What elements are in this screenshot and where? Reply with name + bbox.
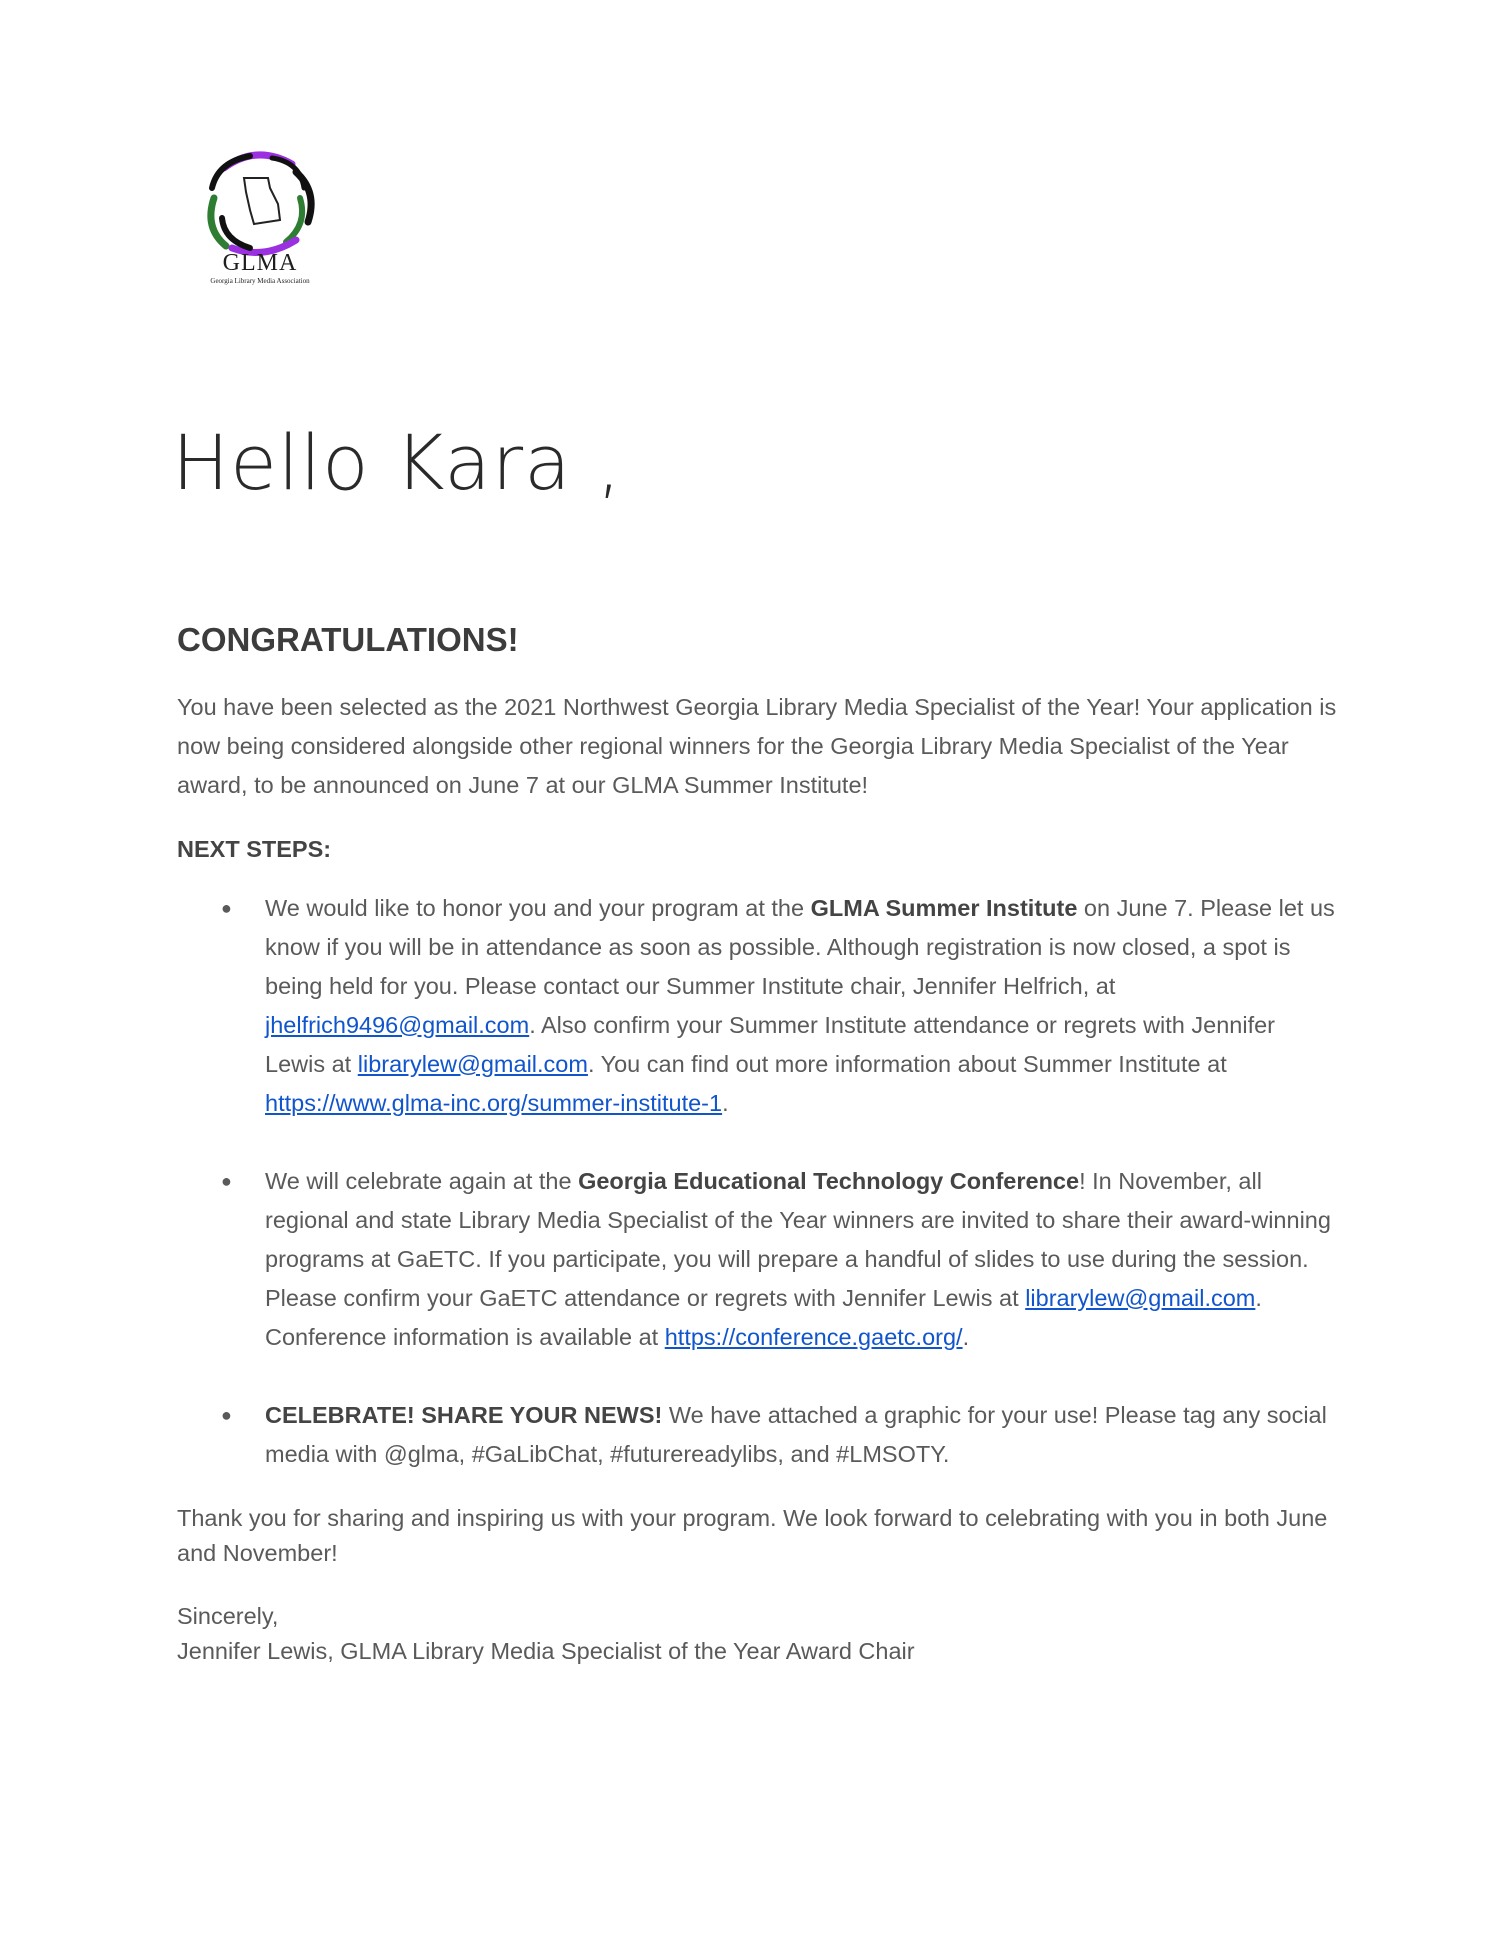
text-span: We would like to honor you and your program at the xyxy=(265,894,811,921)
text-span: . Also confirm your Summer Institute attendance or regrets with Jennifer Lewis at xyxy=(265,1011,1276,1077)
gaetc-url-link[interactable]: https://conference.gaetc.org/ xyxy=(664,1323,963,1350)
next-steps-label: NEXT STEPS: xyxy=(177,835,332,862)
georgia-swirl-emblem xyxy=(196,148,324,258)
list-item xyxy=(177,889,1337,1123)
intro-paragraph: You have been selected as the 2021 Northwest Georgia Library Media Specialist of the Year! Your application is now being considered alongside other regional winners for the Georgia Library Media Specialist of the Year award, to be announced on June 7 at our GLMA Summer Institute! xyxy=(177,693,1337,798)
closing: Sincerely, xyxy=(177,1602,279,1629)
email-link-librarylew[interactable]: librarylew@gmail.com xyxy=(357,1050,588,1077)
text-span: . xyxy=(722,1089,729,1116)
letter-body xyxy=(177,620,1337,1669)
thanks-paragraph: Thank you for sharing and inspiring us with your program. We look forward to celebrating with you in both June and November! xyxy=(177,1504,1328,1566)
email-link-jhelfrich[interactable]: jhelfrich9496@gmail.com xyxy=(265,1011,530,1038)
logo-abbreviation: GLMA xyxy=(222,250,298,276)
glma-logo xyxy=(196,148,324,288)
list-item xyxy=(177,1162,1337,1357)
bullet-icon: ● xyxy=(221,1404,232,1425)
celebrate-bold: CELEBRATE! SHARE YOUR NEWS! xyxy=(265,1401,663,1428)
greeting: Hello Kara , xyxy=(172,418,623,507)
signature: Jennifer Lewis, GLMA Library Media Specialist of the Year Award Chair xyxy=(177,1637,915,1664)
congratulations-heading: CONGRATULATIONS! xyxy=(177,621,519,658)
text-span: We will celebrate again at the xyxy=(265,1167,579,1194)
email-link-librarylew[interactable]: librarylew@gmail.com xyxy=(1025,1284,1256,1311)
bullet-icon: ● xyxy=(221,1170,232,1191)
bullet-icon: ● xyxy=(221,897,232,918)
text-span: We have attached a graphic for your use! Please tag any social media with @glma, #GaLibChat, #futurereadylibs, and #LMSOTY. xyxy=(265,1401,1327,1467)
next-steps-list xyxy=(177,889,1337,1474)
text-span: . You can find out more information about Summer Institute at xyxy=(587,1050,1227,1077)
list-item xyxy=(177,1396,1337,1474)
text-span: . Conference information is available at xyxy=(265,1284,1262,1350)
text-span: on June 7. Please let us know if you will be in attendance as soon as possible. Although registration is now closed, a spot is being held for you. Please contact our Summer Institute chair, Jennifer Helfrich, at xyxy=(265,894,1335,999)
logo-full-name: Georgia Library Media Association xyxy=(210,277,310,285)
gaetc-bold: Georgia Educational Technology Conference xyxy=(578,1167,1080,1194)
summer-institute-bold: GLMA Summer Institute xyxy=(810,894,1078,921)
summer-institute-url-link[interactable]: https://www.glma-inc.org/summer-institute-1 xyxy=(265,1089,723,1116)
text-span: . xyxy=(962,1323,970,1350)
text-span: ! In November, all regional and state Library Media Specialist of the Year winners are invited to share their award-winning programs at GaETC. If you participate, you will prepare a handful of slides to use during the session. Please confirm your GaETC attendance or regrets with Jennifer Lewis at xyxy=(265,1167,1331,1311)
georgia-state-outline xyxy=(244,178,280,224)
